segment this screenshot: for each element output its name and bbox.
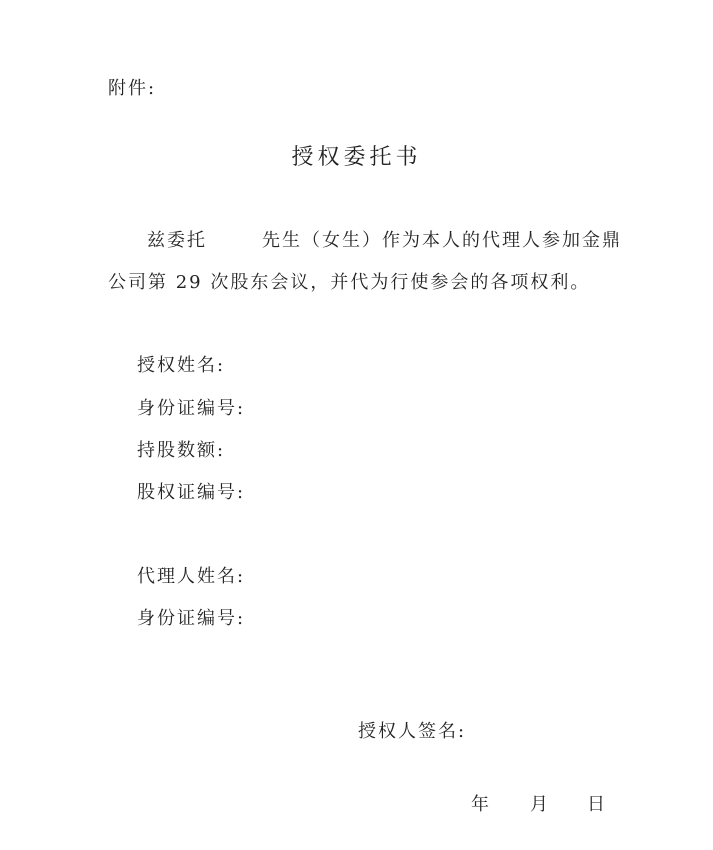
date-day-label: 日 xyxy=(587,794,607,815)
document-title: 授权委托书 xyxy=(291,145,422,170)
date-year-label: 年 xyxy=(471,794,491,815)
signature-label: 授权人签名: xyxy=(358,721,467,742)
agent-id-label: 身份证编号: xyxy=(137,608,246,629)
agent-name-label: 代理人姓名: xyxy=(137,566,246,587)
attachment-label: 附件: xyxy=(108,78,157,99)
shares-label: 持股数额: xyxy=(137,440,226,461)
principal-id-label: 身份证编号: xyxy=(137,398,246,419)
paragraph-line1-end: 先生（女生）作为本人的代理人参加金鼎 xyxy=(262,230,622,251)
paragraph-line1-start: 兹委托 xyxy=(147,230,207,251)
date-month-label: 月 xyxy=(530,794,550,815)
principal-name-label: 授权姓名: xyxy=(137,355,226,376)
paragraph-line2: 公司第 29 次股东会议，并代为行使参会的各项权利。 xyxy=(108,272,591,293)
certificate-number-label: 股权证编号: xyxy=(137,482,246,503)
